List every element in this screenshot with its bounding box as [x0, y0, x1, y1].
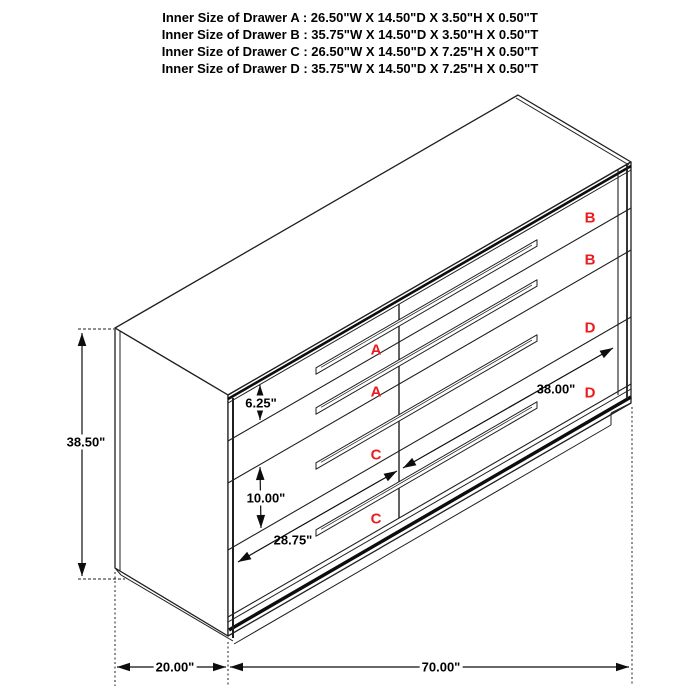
- dim-overall-height-arrowhead-icon: [78, 563, 87, 576]
- dim-overall-depth-label: 20.00": [155, 659, 195, 675]
- drawer-label-d: D: [584, 319, 596, 337]
- dim-drawer-c-front-width-label: 28.75": [273, 532, 313, 548]
- header-line-drawer-c: Inner Size of Drawer C : 26.50"W X 14.50"D X 7.25"H X 0.50"T: [161, 44, 539, 59]
- header-line-drawer-a: Inner Size of Drawer A : 26.50"W X 14.50"D X 3.50"H X 0.50"T: [162, 10, 538, 25]
- dim-overall-depth-arrowhead-icon: [213, 663, 226, 672]
- dim-overall-width-arrowhead-icon: [230, 663, 243, 672]
- dim-drawer-a-front-height-label: 6.25": [245, 395, 277, 411]
- dim-overall-height-arrowhead-icon: [78, 333, 87, 346]
- dim-overall-height-label: 38.50": [66, 434, 106, 450]
- dim-drawer-d-front-width-label: 38.00": [536, 381, 576, 397]
- drawer-label-b: B: [584, 209, 596, 227]
- drawer-label-b: B: [584, 251, 596, 269]
- dim-overall-depth-arrowhead-icon: [117, 663, 130, 672]
- drawer-label-a: A: [370, 341, 382, 359]
- dim-overall-width-label: 70.00": [421, 659, 461, 675]
- header-line-drawer-b: Inner Size of Drawer B : 35.75"W X 14.50"D X 3.50"H X 0.50"T: [161, 27, 539, 42]
- drawer-label-a: A: [370, 383, 382, 401]
- drawer-label-c: C: [370, 510, 382, 528]
- header-line-drawer-d: Inner Size of Drawer D : 35.75"W X 14.50"D X 7.25"H X 0.50"T: [161, 61, 539, 76]
- dim-drawer-c-front-height-label: 10.00": [246, 490, 286, 506]
- drawer-label-d: D: [584, 384, 596, 402]
- dim-overall-width-arrowhead-icon: [616, 663, 629, 672]
- drawer-label-c: C: [370, 446, 382, 464]
- drawer-size-header: [0, 9, 700, 77]
